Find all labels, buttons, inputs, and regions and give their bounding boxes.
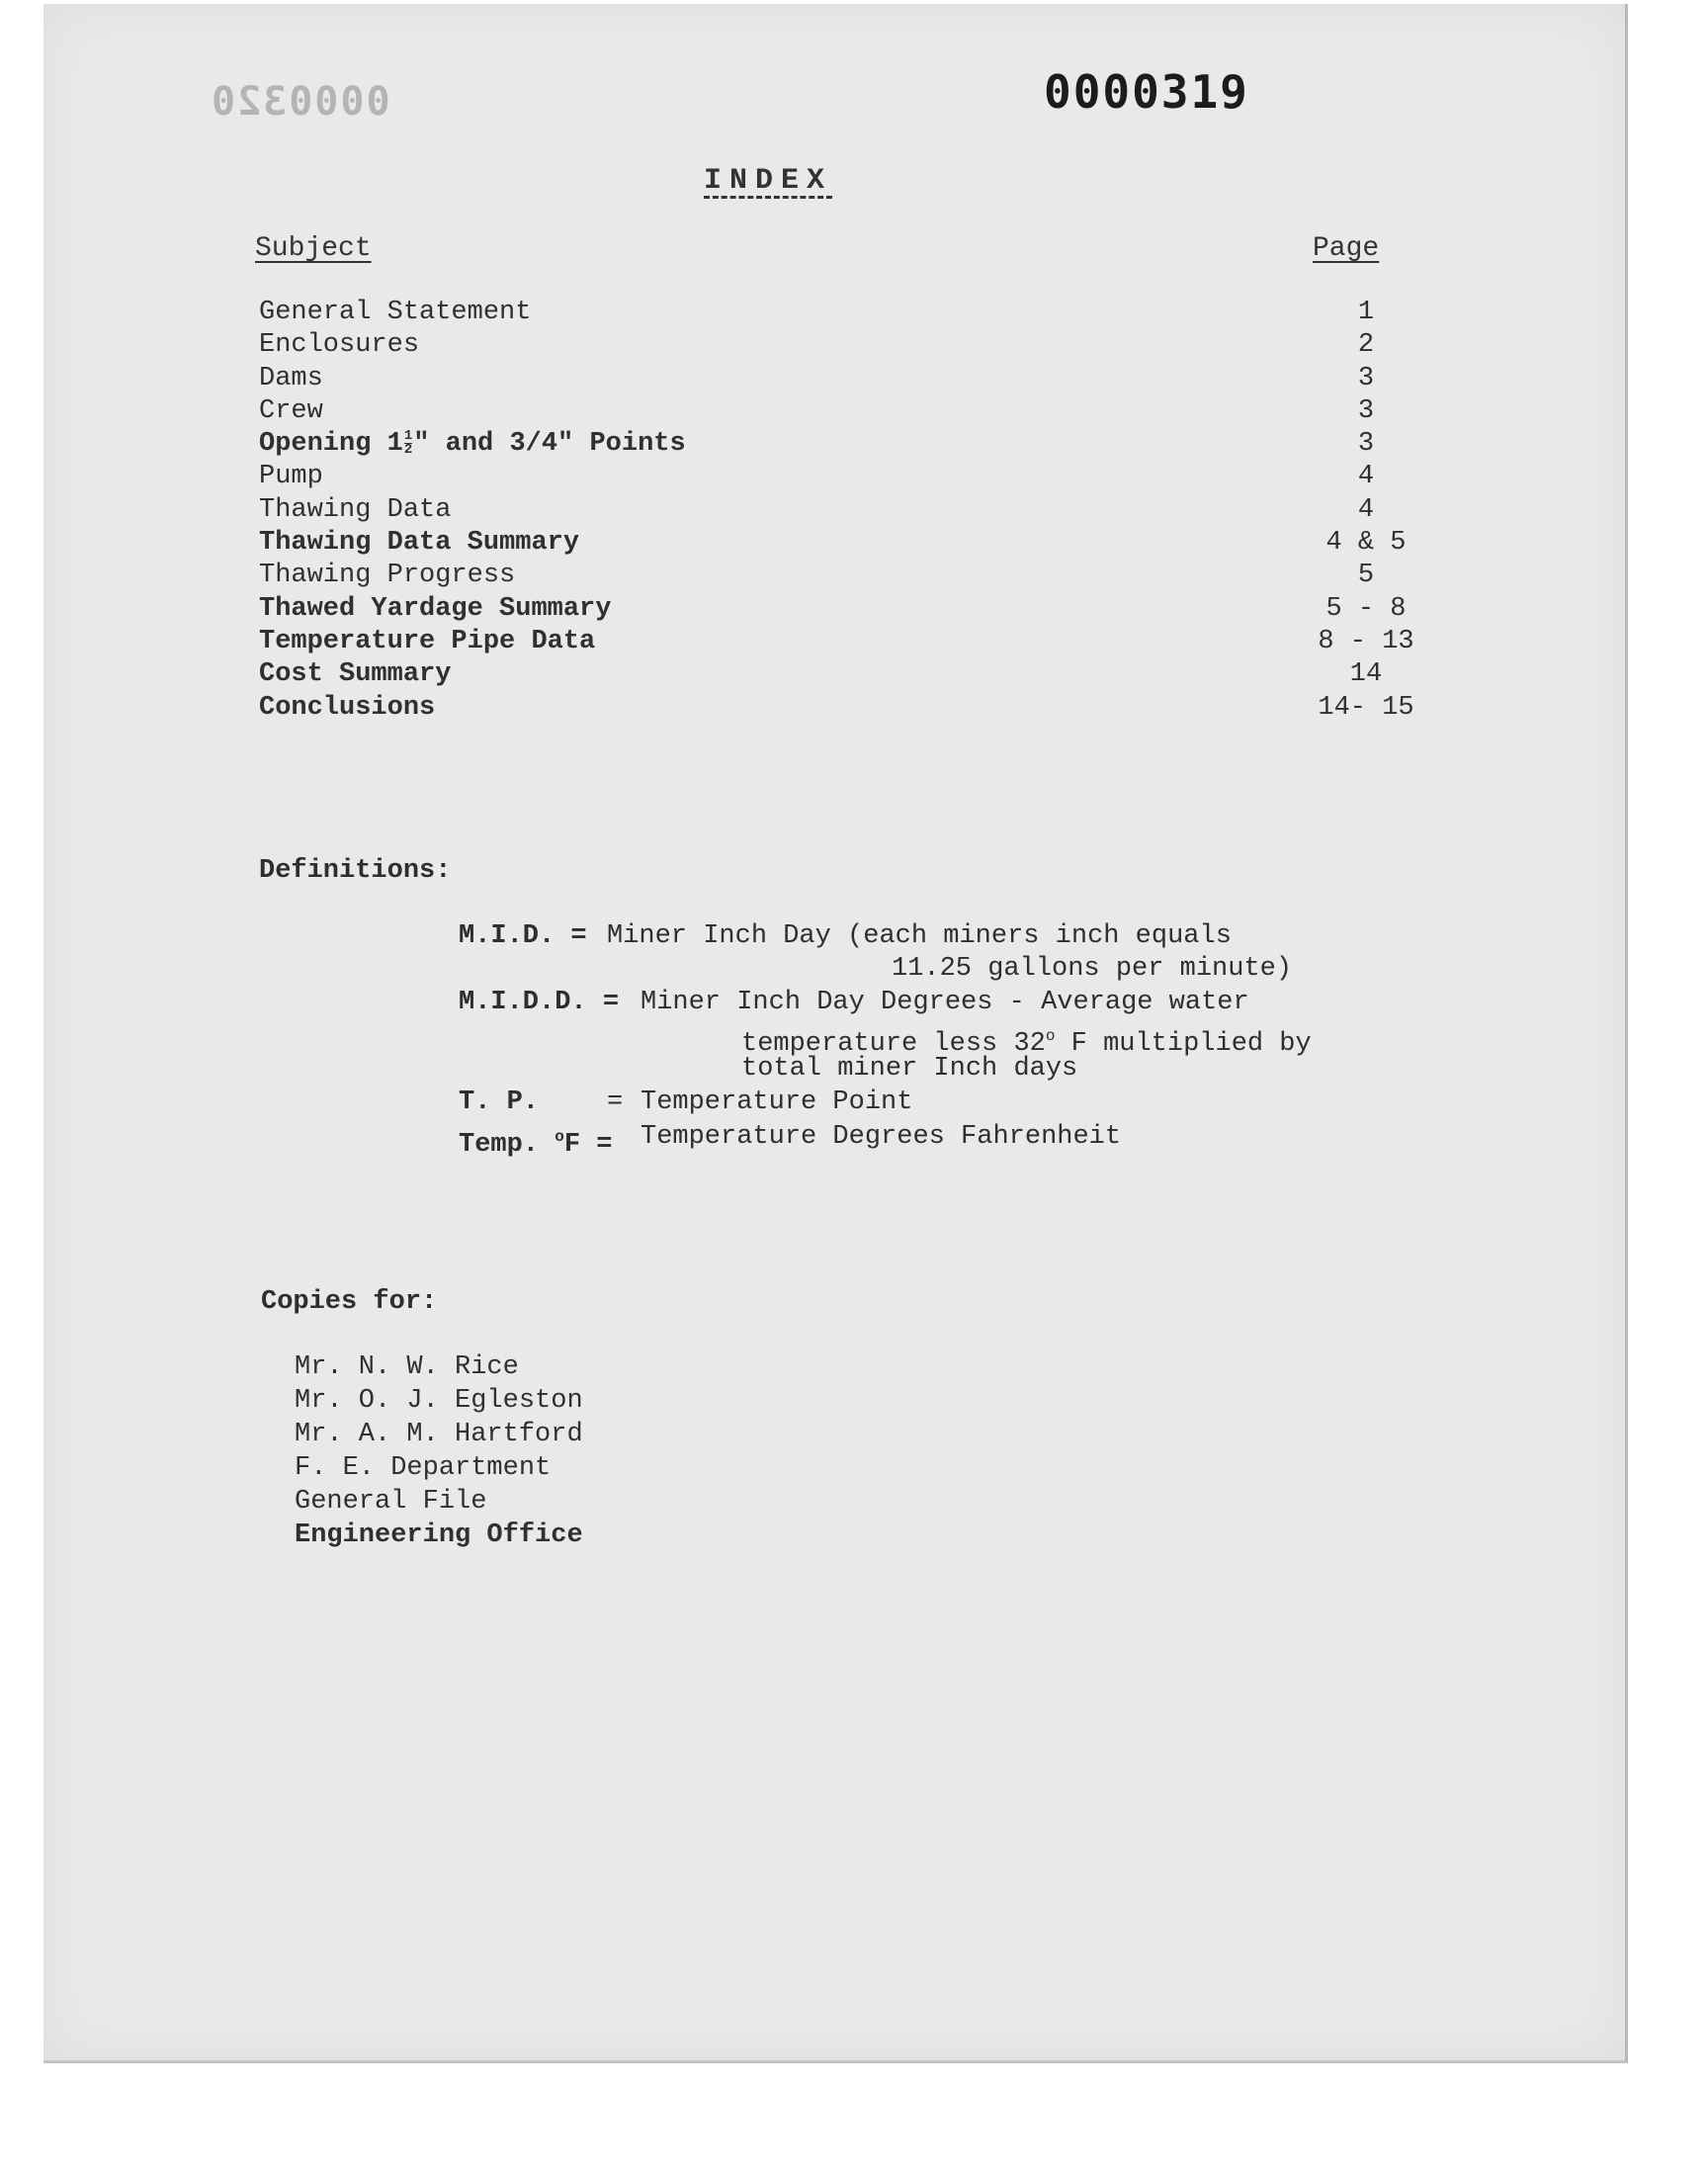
copies-list — [295, 1350, 583, 1552]
index-page: 14 — [1349, 659, 1383, 690]
temp-term-suffix: F = — [563, 1130, 613, 1160]
index-row — [259, 593, 1425, 626]
index-subject: Thawing Data Summary — [259, 528, 580, 559]
tp-term: T. P. — [459, 1088, 540, 1117]
index-subject: Thawing Progress — [259, 561, 516, 591]
index-row — [259, 658, 1425, 691]
index-row — [259, 395, 1425, 428]
index-subject: Thawed Yardage Summary — [259, 593, 612, 624]
ghost-page-number-stamp: 0000320 — [210, 79, 390, 125]
subject-suffix: " and 3/4" Points — [413, 429, 686, 460]
degree-symbol: o — [555, 1128, 564, 1146]
fraction-numerator: 1 — [403, 427, 413, 444]
index-page: 8 - 13 — [1318, 626, 1414, 656]
tp-equals: = — [607, 1088, 624, 1117]
degree-symbol: o — [1045, 1027, 1056, 1045]
index-subject — [259, 428, 686, 461]
midd-line2-suffix: F multiplied by — [1055, 1029, 1312, 1059]
index-page: 4 — [1357, 462, 1375, 492]
page-title: INDEX — [704, 164, 833, 198]
temp-term — [459, 1120, 612, 1162]
index-subject: Thawing Data — [259, 494, 452, 525]
index-row — [259, 527, 1425, 560]
copy-recipient: Engineering Office — [295, 1521, 583, 1550]
page-column-header: Page — [1313, 233, 1380, 264]
copy-recipient: Mr. O. J. Egleston — [295, 1386, 583, 1416]
copy-recipient: Mr. N. W. Rice — [295, 1352, 519, 1382]
index-subject: Temperature Pipe Data — [259, 626, 596, 656]
tp-definition: Temperature Point — [640, 1088, 913, 1117]
mid-term: M.I.D. = — [459, 921, 587, 951]
index-row — [259, 560, 1425, 592]
definitions-heading: Definitions: — [259, 856, 452, 886]
copy-recipient: General File — [295, 1487, 487, 1517]
index-subject: Enclosures — [259, 330, 420, 361]
index-row — [259, 428, 1425, 461]
index-row — [259, 461, 1425, 493]
midd-definition-line1: Miner Inch Day Degrees - Average water — [640, 988, 1249, 1017]
index-row — [259, 297, 1425, 329]
subject-column-header: Subject — [255, 233, 372, 264]
mid-definition-line1: Miner Inch Day (each miners inch equals — [607, 921, 1232, 951]
index-page: 2 — [1357, 330, 1375, 361]
midd-line2-prefix: temperature less 32 — [741, 1029, 1046, 1059]
index-row — [259, 329, 1425, 362]
midd-term: M.I.D.D. = — [459, 988, 620, 1017]
index-row — [259, 363, 1425, 395]
subject-prefix: Opening 1 — [259, 429, 403, 460]
index-page: 5 - 8 — [1325, 593, 1407, 624]
index-table — [259, 297, 1425, 725]
index-row — [259, 692, 1425, 725]
index-subject: General Statement — [259, 298, 532, 327]
index-page: 5 — [1357, 561, 1375, 591]
copy-recipient: Mr. A. M. Hartford — [295, 1420, 583, 1449]
index-page: 14- 15 — [1318, 692, 1414, 723]
index-page: 1 — [1357, 298, 1375, 327]
index-subject: Dams — [259, 363, 323, 393]
index-page: 4 & 5 — [1325, 528, 1407, 559]
index-page: 4 — [1357, 494, 1375, 525]
temp-term-prefix: Temp. — [459, 1130, 555, 1160]
copies-heading: Copies for: — [261, 1287, 438, 1317]
index-row — [259, 626, 1425, 658]
index-subject: Conclusions — [259, 692, 436, 723]
temp-definition: Temperature Degrees Fahrenheit — [640, 1122, 1122, 1152]
index-subject: Crew — [259, 395, 323, 426]
index-page: 3 — [1357, 429, 1375, 460]
index-row — [259, 494, 1425, 527]
midd-definition-line3: total miner Inch days — [741, 1054, 1078, 1084]
index-page: 3 — [1357, 395, 1375, 426]
fraction — [403, 427, 413, 458]
index-page: 3 — [1357, 363, 1375, 393]
mid-definition-line2: 11.25 gallons per minute) — [892, 954, 1293, 984]
copy-recipient: F. E. Department — [295, 1453, 552, 1483]
index-subject: Pump — [259, 462, 323, 492]
page-number-stamp: 0000319 — [1044, 65, 1249, 119]
index-subject: Cost Summary — [259, 659, 452, 690]
fraction-denominator: 2 — [403, 441, 413, 458]
